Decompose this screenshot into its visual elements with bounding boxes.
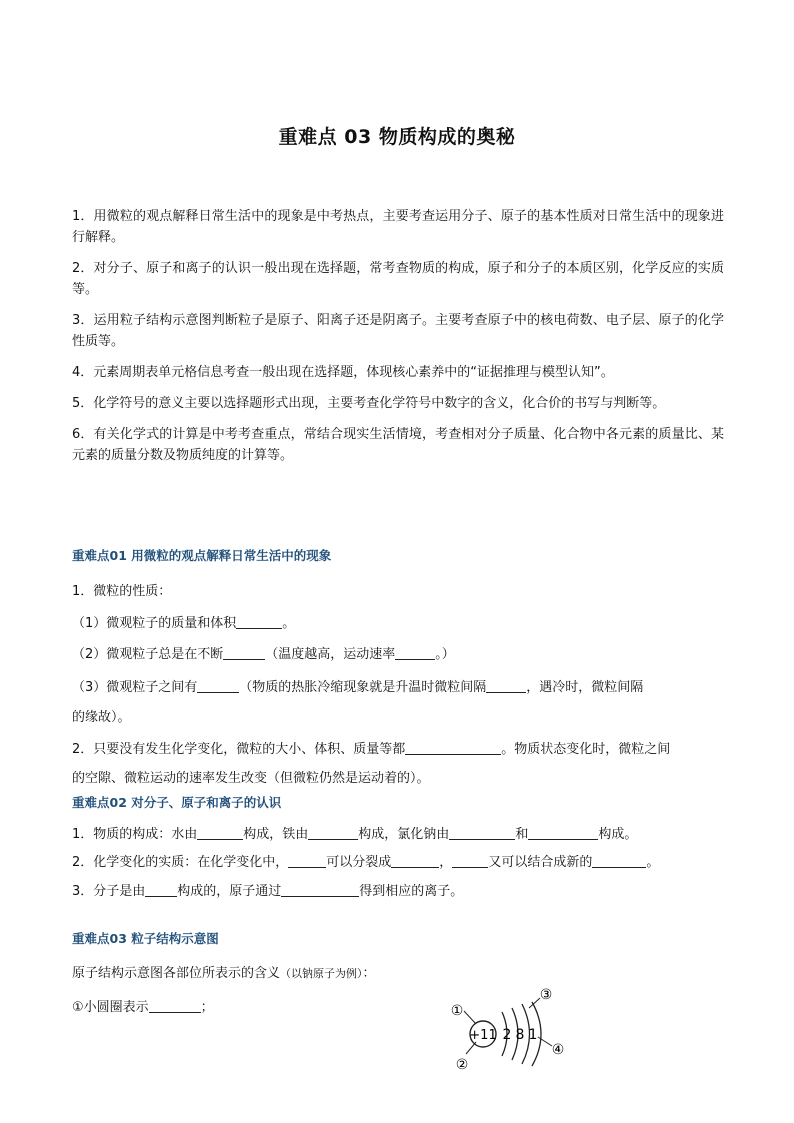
sec1-line-2-end: 。 <box>282 616 296 631</box>
sec1-line-6-text: 2．只要没有发生化学变化，微粒的大小、体积、质量等都 <box>72 742 406 757</box>
sec2-line-1-e: 构成。 <box>598 827 638 842</box>
sec1-line-3-end: 。） <box>435 647 455 662</box>
sec1-line-5: 的缘故）。 <box>72 710 131 725</box>
fill-blank[interactable] <box>395 645 435 660</box>
sec1-line-6 <box>72 738 670 757</box>
section-heading-2: 重难点02 对分子、原子和离子的认识 <box>72 795 282 810</box>
sec3-line-2-end: ； <box>200 1000 214 1015</box>
fill-blank[interactable] <box>528 825 598 840</box>
section-heading-3: 重难点03 粒子结构示意图 <box>72 931 219 946</box>
electron-count-3: 1 <box>528 1027 538 1043</box>
fill-blank[interactable] <box>145 882 177 897</box>
atomic-structure-diagram <box>440 984 580 1076</box>
fill-blank[interactable] <box>223 645 265 660</box>
sec2-line-1-text: 1．物质的构成：水由 <box>72 827 198 842</box>
sec2-line-2 <box>72 851 659 870</box>
sec3-line-2 <box>72 996 214 1015</box>
label-1: ① <box>450 1003 464 1019</box>
intro-list <box>72 206 724 476</box>
sec2-line-1-c: 构成，氯化钠由 <box>358 827 450 842</box>
fill-blank[interactable] <box>592 853 646 868</box>
electron-count-1: 2 <box>502 1027 512 1043</box>
intro-item-4: 4．元素周期表单元格信息考查一般出现在选择题，体现核心素养中的“证据推理与模型认知”。 <box>72 365 614 380</box>
intro-item-2: 2．对分子、原子和离子的认识一般出现在选择题，常考查物质的构成，原子和分子的本质区别，化学反应的实质等。 <box>72 261 724 297</box>
sec1-line-7: 的空隙、微粒运动的速率发生改变（但微粒仍然是运动着的）。 <box>72 771 430 786</box>
sec1-line-4-end: ，遇冷时，微粒间隔 <box>526 680 644 695</box>
sec3-line-1 <box>72 962 376 981</box>
fill-blank[interactable] <box>449 825 515 840</box>
sec2-line-2-c: ， <box>439 855 453 870</box>
sec1-line-4-mid: （物质的热胀冷缩现象就是升温时微粒间隔 <box>239 680 487 695</box>
sec1-line-4 <box>72 676 643 695</box>
sec2-line-3-text: 3．分子是由 <box>72 884 146 899</box>
sec2-line-1-d: 和 <box>515 827 529 842</box>
sec1-line-3-mid: （温度越高，运动速率 <box>265 647 396 662</box>
sec2-line-3 <box>72 880 463 899</box>
section-heading-1: 重难点01 用微粒的观点解释日常生活中的现象 <box>72 548 332 563</box>
fill-blank[interactable] <box>405 740 501 755</box>
fill-blank[interactable] <box>197 825 243 840</box>
fill-blank[interactable] <box>197 678 239 693</box>
sec3-line-1-note: （以钠原子为例） <box>280 967 363 980</box>
intro-item-6: 6．有关化学式的计算是中考考查重点，常结合现实生活情境，考查相对分子质量、化合物中各元素的质量比、某元素的质量分数及物质纯度的计算等。 <box>72 427 724 463</box>
label-1-leader <box>464 1011 476 1024</box>
sec1-line-2-text: （1）微观粒子的质量和体积 <box>72 616 237 631</box>
electron-count-2: 8 <box>515 1027 525 1043</box>
intro-item-3: 3．运用粒子结构示意图判断粒子是原子、阳离子还是阴离子。主要考查原子中的核电荷数、电子层、原子的化学性质等。 <box>72 313 724 349</box>
fill-blank[interactable] <box>391 853 439 868</box>
sec2-line-1 <box>72 823 637 842</box>
sec3-line-2-text: ①小圆圈表示 <box>72 1000 149 1015</box>
sec1-line-3-text: （2）微观粒子总是在不断 <box>72 647 224 662</box>
label-4: ④ <box>551 1042 565 1058</box>
nucleus-charge: +11 <box>469 1028 497 1043</box>
fill-blank[interactable] <box>308 825 358 840</box>
sec1-line-4-text: （3）微观粒子之间有 <box>72 680 198 695</box>
sec2-line-3-c: 得到相应的离子。 <box>359 884 464 899</box>
page-title: 重难点 03 物质构成的奥秘 <box>278 126 516 148</box>
intro-item-1: 1．用微粒的观点解释日常生活中的现象是中考热点，主要考查运用分子、原子的基本性质对日常生活中的现象进行解释。 <box>72 209 724 245</box>
sec2-line-2-text: 2．化学变化的实质：在化学变化中， <box>72 855 289 870</box>
sec2-line-3-b: 构成的，原子通过 <box>177 884 282 899</box>
fill-blank[interactable] <box>452 853 488 868</box>
sec1-line-1: 1．微粒的性质： <box>72 584 172 599</box>
fill-blank[interactable] <box>486 678 526 693</box>
sec3-line-1-end: ： <box>362 966 376 981</box>
label-3: ③ <box>539 987 553 1003</box>
sec2-line-2-d: 又可以结合成新的 <box>488 855 593 870</box>
sec2-line-2-e: 。 <box>646 855 660 870</box>
fill-blank[interactable] <box>288 853 326 868</box>
sec2-line-1-b: 构成，铁由 <box>243 827 309 842</box>
sec1-line-2 <box>72 612 295 631</box>
sec2-line-2-b: 可以分裂成 <box>326 855 392 870</box>
sec1-line-6-end: 。物质状态变化时，微粒之间 <box>501 742 671 757</box>
fill-blank[interactable] <box>149 998 201 1013</box>
sec1-line-3 <box>72 643 455 662</box>
fill-blank[interactable] <box>281 882 359 897</box>
fill-blank[interactable] <box>236 614 282 629</box>
label-2: ② <box>455 1057 469 1073</box>
intro-item-5: 5．化学符号的意义主要以选择题形式出现，主要考查化学符号中数字的含义，化合价的书写与判断等。 <box>72 396 666 411</box>
sec3-line-1-text: 原子结构示意图各部位所表示的含义 <box>72 966 281 981</box>
